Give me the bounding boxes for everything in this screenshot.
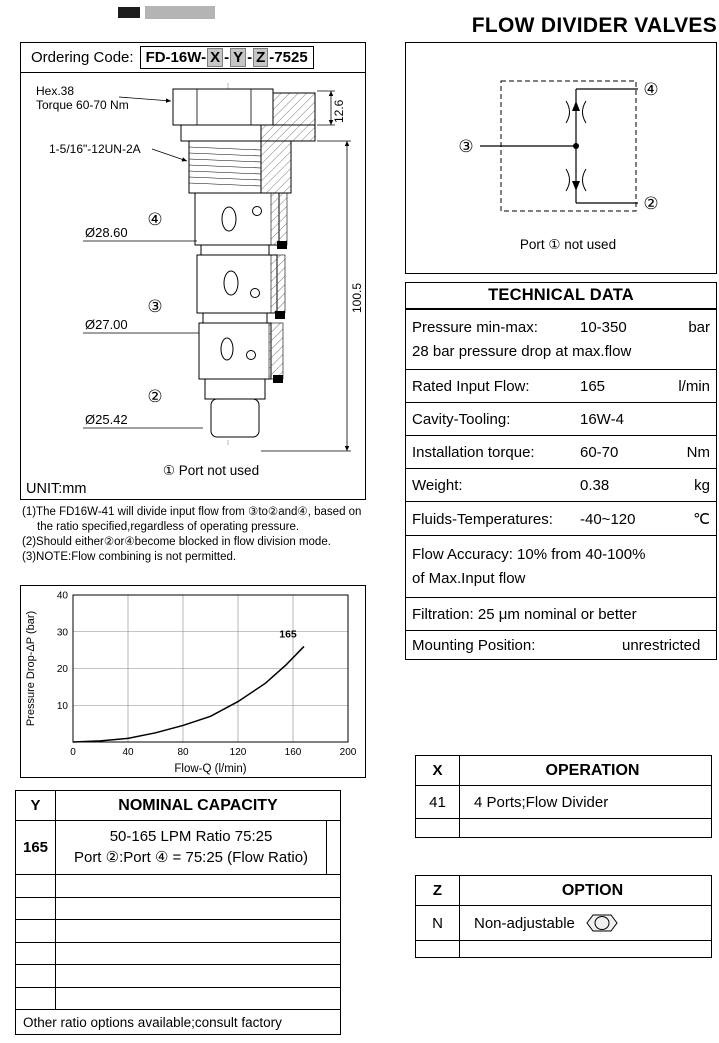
operation-table xyxy=(415,755,712,838)
capacity-empty-row xyxy=(16,965,340,988)
unit-label: UNIT:mm xyxy=(26,481,87,497)
footnote-3: (3)NOTE:Flow combining is not permitted. xyxy=(22,550,237,563)
flow-arrow-up xyxy=(572,101,580,111)
port-4-marker: ④ xyxy=(147,210,163,229)
code-sep: - xyxy=(224,49,230,66)
svg-text:0: 0 xyxy=(70,747,76,758)
capacity-side-cell xyxy=(326,821,340,874)
row-value: 165 xyxy=(580,377,606,395)
scan-artifact xyxy=(145,6,215,19)
svg-text:80: 80 xyxy=(177,747,189,758)
row-line2: of Max.Input flow xyxy=(412,569,526,587)
capacity-line1: 50-165 LPM Ratio 75:25 xyxy=(109,828,273,846)
tech-row-accuracy xyxy=(406,536,716,598)
nominal-capacity-table xyxy=(15,790,341,1035)
row-label: Installation torque: xyxy=(412,443,535,461)
operation-title: OPERATION xyxy=(545,761,640,779)
junction-dot xyxy=(573,143,579,149)
tech-row-pressure xyxy=(406,310,716,370)
tech-row-fluids xyxy=(406,502,716,536)
capacity-empty-row xyxy=(16,920,340,943)
svg-text:40: 40 xyxy=(56,590,68,602)
option-header-row xyxy=(416,876,711,906)
schematic-canvas xyxy=(406,43,716,273)
footnote-1: (1)The FD16W-41 will divide input flow from ③to②and④, based on the ratio specified,regardless of operating pressure. xyxy=(22,506,362,533)
hex-note-line1: Hex.38 xyxy=(36,84,75,98)
option-data-row xyxy=(416,906,711,941)
row-value: 0.38 xyxy=(580,476,610,494)
row-unit: kg xyxy=(694,476,710,494)
code-y-placeholder: Y xyxy=(230,48,246,67)
operation-header-row xyxy=(416,756,711,786)
schematic-caption: Port ① not used xyxy=(519,237,617,252)
dim-12-6-label: 12.6 xyxy=(332,99,346,123)
svg-text:10: 10 xyxy=(56,700,68,712)
svg-text:40: 40 xyxy=(122,747,134,758)
footnote-2: (2)Should either②or④become blocked in flow division mode. xyxy=(22,535,331,548)
row-unit: ℃ xyxy=(693,510,710,528)
port-3-marker: ③ xyxy=(147,297,163,316)
technical-data-table xyxy=(405,282,717,660)
code-suffix: -7525 xyxy=(269,49,308,66)
technical-data-title: TECHNICAL DATA xyxy=(406,283,716,310)
row-value: -40~120 xyxy=(580,510,636,528)
capacity-value-165: 165 xyxy=(16,821,56,874)
ordering-code-row xyxy=(21,43,365,73)
page-title: FLOW DIVIDER VALVES xyxy=(471,14,717,37)
thread-label: 1-5/16"-12UN-2A xyxy=(49,142,141,156)
schematic-port-3: ③ xyxy=(458,137,474,156)
operation-code-x: X xyxy=(416,756,460,785)
svg-text:200: 200 xyxy=(339,747,357,758)
tech-row-rated-flow xyxy=(406,370,716,403)
dia-28-60-label: Ø28.60 xyxy=(85,225,128,240)
valve-section-drawing xyxy=(21,73,365,499)
code-prefix: FD-16W- xyxy=(145,49,207,66)
operation-data-row xyxy=(416,786,711,819)
option-description-text: Non-adjustable xyxy=(474,914,575,932)
row-label: Cavity-Tooling: xyxy=(412,410,511,428)
code-z-placeholder: Z xyxy=(253,48,268,67)
schematic-port-2: ② xyxy=(643,194,659,213)
schematic-port-4: ④ xyxy=(643,80,659,99)
operation-empty-row xyxy=(416,819,711,837)
row-value: unrestricted xyxy=(622,636,701,654)
ordering-drawing-panel xyxy=(20,42,366,500)
capacity-empty-row xyxy=(16,875,340,898)
svg-text:30: 30 xyxy=(56,627,68,639)
tech-row-weight xyxy=(406,469,716,502)
code-x-placeholder: X xyxy=(207,48,223,67)
row-label: Weight: xyxy=(412,476,463,494)
row-unit: Nm xyxy=(686,443,710,461)
row-line2: 28 bar pressure drop at max.flow xyxy=(412,342,632,360)
row-value: 60-70 xyxy=(580,443,619,461)
row-label: Pressure min-max: xyxy=(412,319,538,337)
capacity-footer-note: Other ratio options available;consult factory xyxy=(23,1014,282,1030)
capacity-data-row xyxy=(16,821,340,875)
capacity-line2: Port ②:Port ④ = 75:25 (Flow Ratio) xyxy=(73,848,309,866)
scan-artifact xyxy=(118,7,140,18)
row-value: 10-350 xyxy=(580,319,627,337)
operation-value-41: 41 xyxy=(416,786,460,818)
capacity-description xyxy=(56,821,326,874)
tech-row-torque xyxy=(406,436,716,469)
row-unit: l/min xyxy=(678,377,710,395)
port-2-marker: ② xyxy=(147,387,163,406)
option-title: OPTION xyxy=(561,881,624,899)
svg-text:Pressure Drop-ΔP (bar): Pressure Drop-ΔP (bar) xyxy=(25,610,37,727)
pressure-drop-chart xyxy=(20,585,366,778)
option-description xyxy=(460,906,711,940)
svg-text:165: 165 xyxy=(279,628,297,641)
capacity-empty-row xyxy=(16,898,340,921)
operation-description: 4 Ports;Flow Divider xyxy=(474,793,609,811)
ordering-code-label: Ordering Code: xyxy=(31,49,134,66)
option-code-z: Z xyxy=(416,876,460,905)
option-empty-row xyxy=(416,941,711,957)
row-label: Rated Input Flow: xyxy=(412,377,530,395)
dia-27-00-label: Ø27.00 xyxy=(85,317,128,332)
svg-text:160: 160 xyxy=(284,747,302,758)
row-value: 16W-4 xyxy=(580,410,624,428)
tech-row-cavity xyxy=(406,403,716,436)
ordering-code-value xyxy=(140,46,314,69)
hex-nut-icon xyxy=(585,913,619,933)
capacity-header-row xyxy=(16,791,340,821)
dim-100-5-label: 100.5 xyxy=(350,282,364,314)
option-table xyxy=(415,875,712,958)
capacity-code-y: Y xyxy=(16,791,56,820)
row-label: Mounting Position: xyxy=(412,636,536,654)
dia-25-42-label: Ø25.42 xyxy=(85,412,128,427)
tech-row-mounting xyxy=(406,631,716,659)
flow-arrow-down xyxy=(572,181,580,191)
option-value-n: N xyxy=(416,906,460,940)
row-label: Flow Accuracy: 10% from 40-100% xyxy=(412,546,646,564)
tech-row-filtration xyxy=(406,598,716,631)
code-sep: - xyxy=(247,49,253,66)
chart-canvas xyxy=(21,586,365,777)
port-1-note: ① Port not used xyxy=(162,463,260,478)
hydraulic-schematic xyxy=(405,42,717,274)
svg-text:120: 120 xyxy=(229,747,247,758)
row-label: Filtration: 25 μm nominal or better xyxy=(412,605,637,623)
capacity-empty-row xyxy=(16,988,340,1011)
hex-note-line2: Torque 60-70 Nm xyxy=(36,98,129,112)
footnotes xyxy=(22,505,374,565)
capacity-empty-row xyxy=(16,943,340,966)
row-unit: bar xyxy=(688,319,710,337)
row-label: Fluids-Temperatures: xyxy=(412,510,553,528)
capacity-title: NOMINAL CAPACITY xyxy=(118,796,278,814)
svg-text:Flow-Q (l/min): Flow-Q (l/min) xyxy=(174,763,247,775)
svg-text:20: 20 xyxy=(56,664,68,675)
